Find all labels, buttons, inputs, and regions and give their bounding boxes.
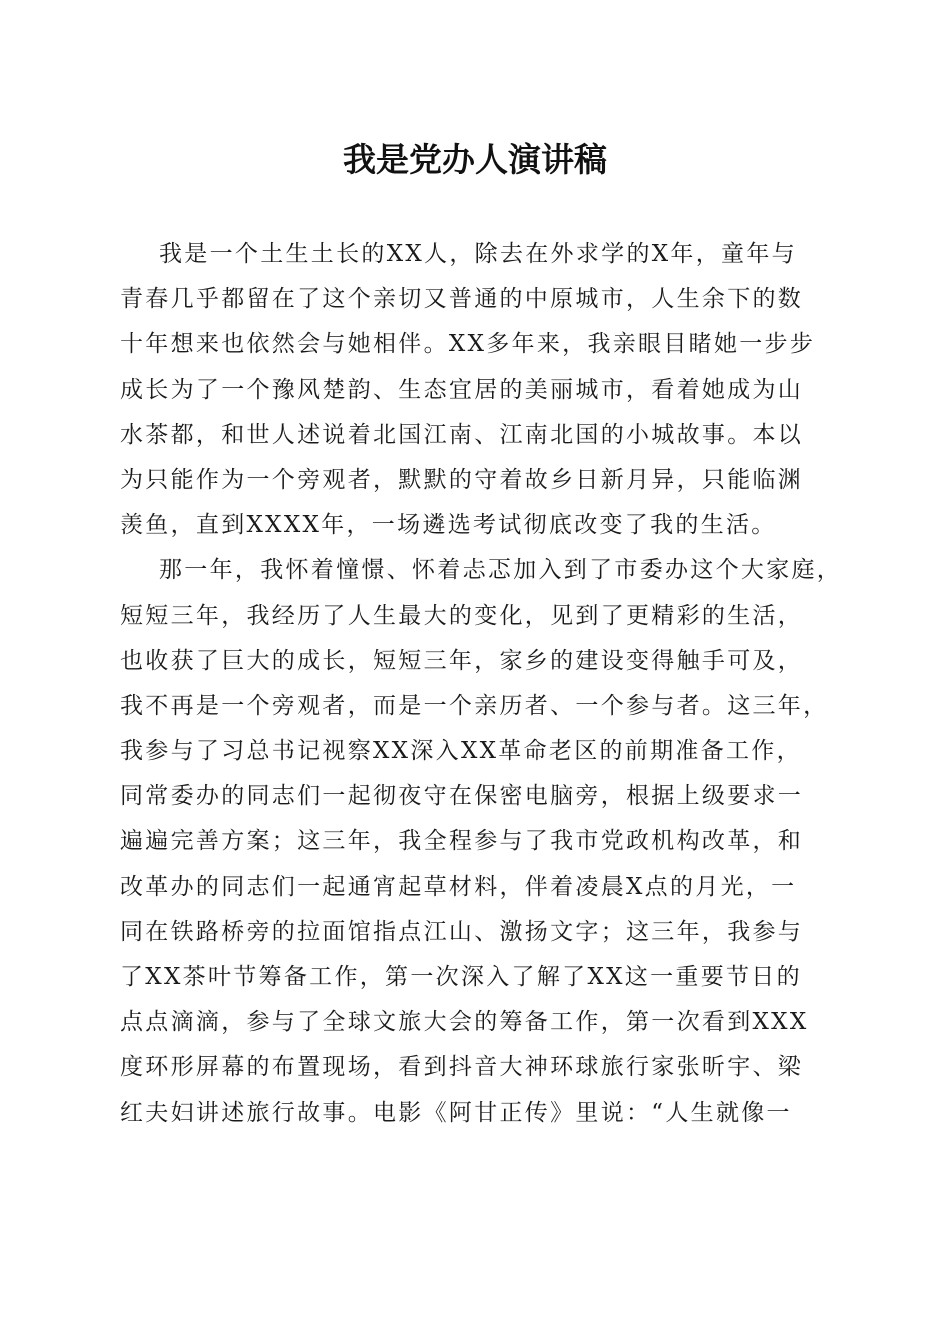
paragraph-2-line-10: 了XX茶叶节筹备工作，第一次深入了解了XX这一重要节日的 <box>120 964 802 990</box>
paragraph-1-line-1: 我是一个土生土长的XX人，除去在外求学的X年，童年与 <box>159 241 797 267</box>
paragraph-2-line-7: 遍遍完善方案；这三年，我全程参与了我市党政机构改革，和 <box>120 828 804 855</box>
paragraph-2-line-2: 短短三年，我经历了人生最大的变化，见到了更精彩的生活， <box>120 602 804 629</box>
document-title: 我是党办人演讲稿 <box>343 140 607 179</box>
paragraph-1-line-3: 十年想来也依然会与她相伴。XX多年来，我亲眼目睹她一步步 <box>120 331 816 358</box>
paragraph-1-line-2: 青春几乎都留在了这个亲切又普通的中原城市，人生余下的数 <box>120 286 804 313</box>
document-body <box>120 232 843 1136</box>
paragraph-1-line-7: 羡鱼，直到XXXX年，一场遴选考试彻底改变了我的生活。 <box>120 512 777 539</box>
paragraph-2-line-5: 我参与了习总书记视察XX深入XX革命老区的前期准备工作， <box>120 738 802 765</box>
paragraph-2-line-4: 我不再是一个旁观者，而是一个亲历者、一个参与者。这三年， <box>120 692 829 719</box>
paragraph-2-line-11: 点点滴滴，参与了全球文旅大会的筹备工作，第一次看到XXX <box>120 1009 809 1036</box>
paragraph-1-line-5: 水茶都，和世人述说着北国江南、江南北国的小城故事。本以 <box>120 421 804 448</box>
paragraph-2-line-1: 那一年，我怀着憧憬、怀着忐忑加入到了市委办这个大家庭， <box>159 557 843 584</box>
paragraph-2-line-6: 同常委办的同志们一起彻夜守在保密电脑旁，根据上级要求一 <box>120 783 804 810</box>
paragraph-2-line-8: 改革办的同志们一起通宵起草材料，伴着凌晨X点的月光，一 <box>120 873 797 900</box>
paragraph-2-line-9: 同在铁路桥旁的拉面馆指点江山、激扬文字；这三年，我参与 <box>120 918 804 945</box>
paragraph-1-line-4: 成长为了一个豫风楚韵、生态宜居的美丽城市，看着她成为山 <box>120 376 804 403</box>
paragraph-2-line-12: 度环形屏幕的布置现场，看到抖音大神环球旅行家张昕宇、梁 <box>120 1054 804 1081</box>
paragraph-1-line-6: 为只能作为一个旁观者，默默的守着故乡日新月异，只能临渊 <box>120 466 804 493</box>
paragraph-2-line-13: 红夫妇讲述旅行故事。电影《阿甘正传》里说：“人生就像一 <box>120 1099 792 1126</box>
paragraph-2-line-3: 也收获了巨大的成长，短短三年，家乡的建设变得触手可及， <box>120 647 804 674</box>
